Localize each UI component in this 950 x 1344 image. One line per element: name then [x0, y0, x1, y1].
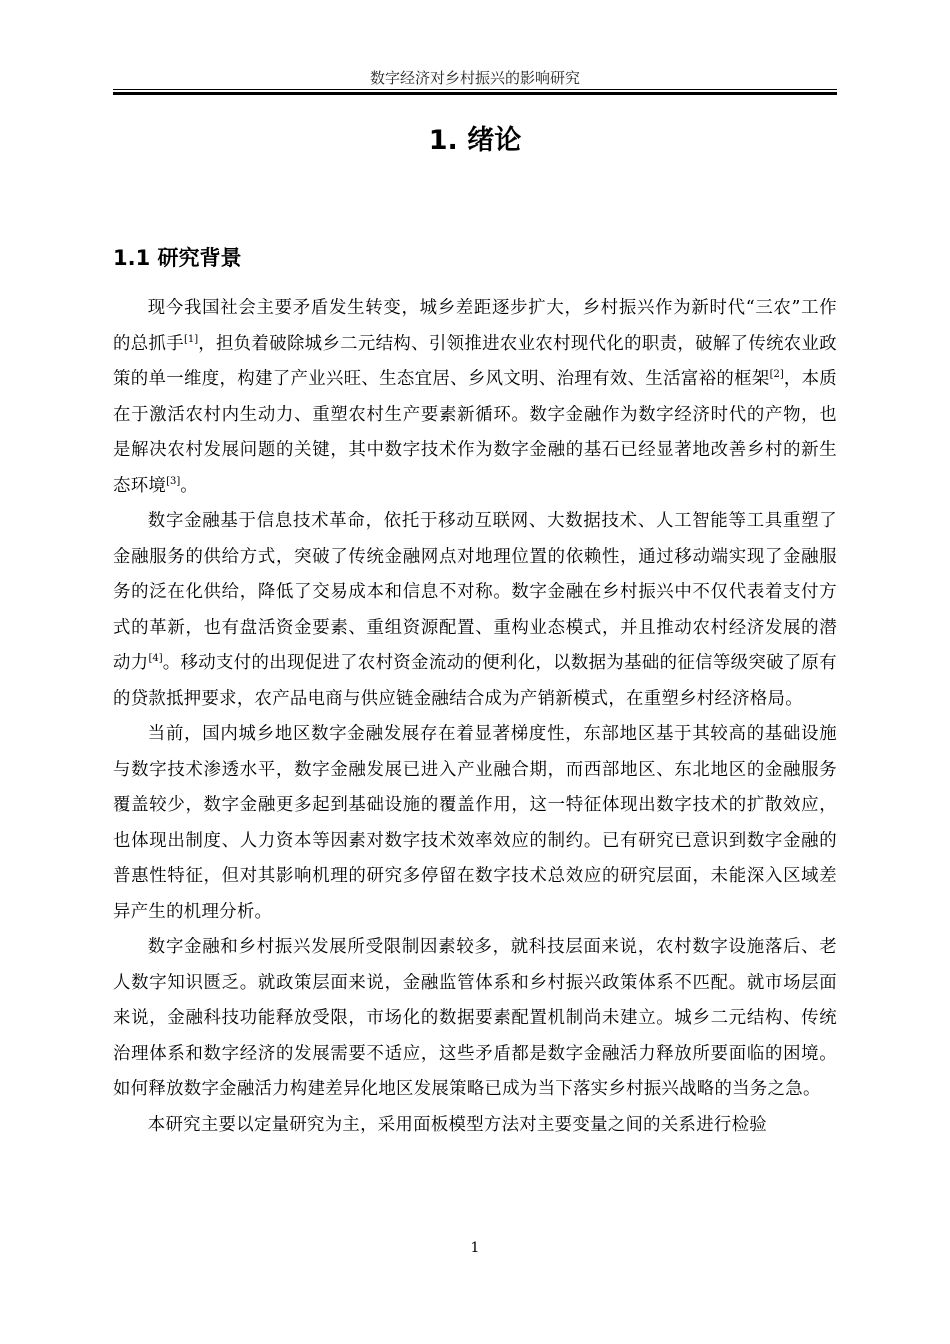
citation-4: [4]	[148, 653, 163, 665]
header-rule-thin	[113, 89, 837, 90]
paragraph-text: 现今我国社会主要矛盾发生转变，城乡差距逐步扩大，乡村振兴作为新时代“三农”工作的总抓手	[113, 298, 837, 354]
citation-1: [1]	[183, 333, 199, 345]
citation-3: [3]	[166, 475, 181, 487]
chapter-title: 1. 绪论	[428, 125, 522, 156]
body-text	[113, 291, 837, 1143]
paragraph-5: 本研究主要以定量研究为主，采用面板模型方法对主要变量之间的关系进行检验	[147, 1114, 767, 1135]
paragraph-text: ，担负着破除城乡二元结构、引领推进农业农村现代化的职责，破解了传统农业政策的单一维度，构建了产业兴旺、生态宜居、乡风文明、治理有效、生活富裕的框架	[113, 333, 837, 389]
page-number: 1	[470, 1240, 480, 1256]
header-rule-thick	[113, 92, 837, 95]
paragraph-text: 数字金融基于信息技术革命，依托于移动互联网、大数据技术、人工智能等工具重塑了金融服务的供给方式，突破了传统金融网点对地理位置的依赖性，通过移动端实现了金融服务的泛在化供给，降低了交易成本和信息不对称。数字金融在乡村振兴中不仅代表着支付方式的革新，也有盘活资金要素、重组资源配置、重构业态模式，并且推动农村经济发展的潜动力	[113, 511, 837, 673]
paragraph-4: 数字金融和乡村振兴发展所受限制因素较多，就科技层面来说，农村数字设施落后、老人数字知识匮乏。就政策层面来说，金融监管体系和乡村振兴政策体系不匹配。就市场层面来说，金融科技功能释放受限，市场化的数据要素配置机制尚未建立。城乡二元结构、传统治理体系和数字经济的发展需要不适应，这些矛盾都是数字金融活力释放所要面临的困境。如何释放数字金融活力构建差异化地区发展策略已成为当下落实乡村振兴战略的当务之急。	[113, 937, 837, 1099]
paragraph-3: 当前，国内城乡地区数字金融发展存在着显著梯度性，东部地区基于其较高的基础设施与数字技术渗透水平，数字金融发展已进入产业融合期，而西部地区、东北地区的金融服务覆盖较少，数字金融更多起到基础设施的覆盖作用，这一特征体现出数字技术的扩散效应，也体现出制度、人力资本等因素对数字技术效率效应的制约。已有研究已意识到数字金融的普惠性特征，但对其影响机理的研究多停留在数字技术总效应的研究层面，未能深入区域差异产生的机理分析。	[113, 724, 837, 922]
paragraph-text: ，本质在于激活农村内生动力、重塑农村生产要素新循环。数字金融作为数字经济时代的产物，也是解决农村发展问题的关键，其中数字技术作为数字金融的基石已经显著地改善乡村的新生态环境	[113, 369, 838, 496]
paragraph-text: 。	[180, 475, 198, 496]
section-title: 1.1 研究背景	[113, 246, 242, 270]
paragraph-text: 。移动支付的出现促进了农村资金流动的便利化，以数据为基础的征信等级突破了原有的贷款抵押要求，农产品电商与供应链金融结合成为产销新模式，在重塑乡村经济格局。	[113, 653, 837, 709]
paragraph-1	[113, 291, 837, 504]
paragraph-2	[113, 504, 837, 717]
running-header: 数字经济对乡村振兴的影响研究	[369, 69, 580, 87]
citation-2: [2]	[769, 369, 784, 381]
